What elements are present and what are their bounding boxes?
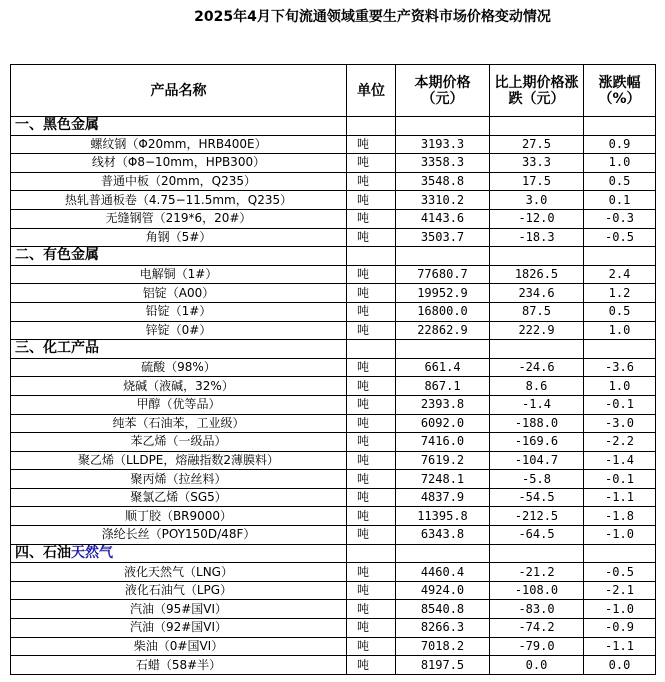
section-row (11, 247, 656, 266)
product-name-cell: 聚丙烯（拉丝料） (11, 470, 347, 489)
price-cell: 7416.0 (396, 433, 490, 452)
price-cell: 19952.9 (396, 284, 490, 303)
empty-cell (584, 544, 656, 563)
empty-cell (396, 247, 490, 266)
table-row (11, 395, 656, 414)
unit-cell: 吨 (347, 451, 396, 470)
pct-cell: -0.5 (584, 563, 656, 582)
header-unit: 单位 (347, 65, 396, 117)
price-cell: 867.1 (396, 377, 490, 396)
unit-cell: 吨 (347, 619, 396, 638)
price-cell: 8197.5 (396, 656, 490, 675)
product-name-cell: 角钢（5#） (11, 228, 347, 247)
empty-cell (584, 117, 656, 136)
pct-cell: 0.5 (584, 172, 656, 191)
section-title: 三、化工产品 (11, 340, 347, 359)
pct-cell: 1.0 (584, 321, 656, 340)
unit-cell: 吨 (347, 581, 396, 600)
product-name-cell: 普通中板（20mm，Q235） (11, 172, 347, 191)
pct-cell: -1.8 (584, 507, 656, 526)
unit-cell: 吨 (347, 377, 396, 396)
price-cell: 3310.2 (396, 191, 490, 210)
change-cell: -169.6 (490, 433, 584, 452)
table-row (11, 488, 656, 507)
price-cell: 4460.4 (396, 563, 490, 582)
change-cell: -104.7 (490, 451, 584, 470)
change-cell: 0.0 (490, 656, 584, 675)
section-row (11, 340, 656, 359)
pct-cell: 1.0 (584, 154, 656, 173)
section-row (11, 544, 656, 563)
table-row (11, 451, 656, 470)
table-row (11, 414, 656, 433)
table-row (11, 619, 656, 638)
unit-cell: 吨 (347, 395, 396, 414)
table-row (11, 470, 656, 489)
header-product-name: 产品名称 (11, 65, 347, 117)
section-title-part: 四、石油 (15, 544, 71, 561)
empty-cell (490, 247, 584, 266)
page-title: 2025年4月下旬流通领域重要生产资料市场价格变动情况 (194, 9, 551, 25)
unit-cell: 吨 (347, 135, 396, 154)
table-row (11, 507, 656, 526)
pct-cell: 0.5 (584, 302, 656, 321)
table-row (11, 581, 656, 600)
price-cell: 4143.6 (396, 209, 490, 228)
price-cell: 6343.8 (396, 526, 490, 545)
empty-cell (490, 544, 584, 563)
price-cell: 3548.8 (396, 172, 490, 191)
change-cell: 33.3 (490, 154, 584, 173)
unit-cell: 吨 (347, 563, 396, 582)
empty-cell (347, 340, 396, 359)
unit-cell: 吨 (347, 265, 396, 284)
change-cell: -1.4 (490, 395, 584, 414)
price-cell: 3503.7 (396, 228, 490, 247)
price-cell: 8540.8 (396, 600, 490, 619)
change-cell: -54.5 (490, 488, 584, 507)
unit-cell: 吨 (347, 507, 396, 526)
change-cell: -21.2 (490, 563, 584, 582)
empty-cell (490, 340, 584, 359)
table-row (11, 302, 656, 321)
table-row (11, 433, 656, 452)
change-cell: -212.5 (490, 507, 584, 526)
table-row (11, 321, 656, 340)
unit-cell: 吨 (347, 209, 396, 228)
pct-cell: -2.1 (584, 581, 656, 600)
unit-cell: 吨 (347, 526, 396, 545)
price-table (10, 64, 656, 675)
product-name-cell: 聚乙烯（LLDPE，熔融指数2薄膜料） (11, 451, 347, 470)
unit-cell: 吨 (347, 433, 396, 452)
price-cell: 2393.8 (396, 395, 490, 414)
pct-cell: -1.0 (584, 600, 656, 619)
change-cell: 8.6 (490, 377, 584, 396)
price-cell: 661.4 (396, 358, 490, 377)
table-row (11, 656, 656, 675)
change-cell: 222.9 (490, 321, 584, 340)
table-row (11, 526, 656, 545)
unit-cell: 吨 (347, 284, 396, 303)
unit-cell: 吨 (347, 470, 396, 489)
empty-cell (584, 247, 656, 266)
product-name-cell: 聚氯乙烯（SG5） (11, 488, 347, 507)
product-name-cell: 顺丁胶（BR9000） (11, 507, 347, 526)
price-cell: 7248.1 (396, 470, 490, 489)
table-row (11, 191, 656, 210)
unit-cell: 吨 (347, 228, 396, 247)
table-row (11, 377, 656, 396)
pct-cell: 1.2 (584, 284, 656, 303)
unit-cell: 吨 (347, 488, 396, 507)
product-name-cell: 汽油（95#国VI） (11, 600, 347, 619)
pct-cell: -3.0 (584, 414, 656, 433)
change-cell: 27.5 (490, 135, 584, 154)
pct-cell: -1.4 (584, 451, 656, 470)
unit-cell: 吨 (347, 414, 396, 433)
table-row (11, 600, 656, 619)
pct-cell: 2.4 (584, 265, 656, 284)
product-name-cell: 硫酸（98%） (11, 358, 347, 377)
price-cell: 77680.7 (396, 265, 490, 284)
price-cell: 7619.2 (396, 451, 490, 470)
change-cell: -74.2 (490, 619, 584, 638)
pct-cell: -1.1 (584, 488, 656, 507)
product-name-cell: 烧碱（液碱，32%） (11, 377, 347, 396)
unit-cell: 吨 (347, 656, 396, 675)
table-row (11, 135, 656, 154)
table-row (11, 637, 656, 656)
change-cell: 1826.5 (490, 265, 584, 284)
product-name-cell: 热轧普通板卷（4.75−11.5mm，Q235） (11, 191, 347, 210)
empty-cell (396, 544, 490, 563)
pct-cell: -0.9 (584, 619, 656, 638)
pct-cell: -0.1 (584, 395, 656, 414)
table-row (11, 284, 656, 303)
change-cell: -79.0 (490, 637, 584, 656)
product-name-cell: 纯苯（石油苯，工业级） (11, 414, 347, 433)
unit-cell: 吨 (347, 358, 396, 377)
price-cell: 3193.3 (396, 135, 490, 154)
product-name-cell: 涤纶长丝（POY150D/48F） (11, 526, 347, 545)
price-cell: 4837.9 (396, 488, 490, 507)
section-title (11, 544, 347, 563)
product-name-cell: 电解铜（1#） (11, 265, 347, 284)
header-pct: 涨跌幅（%） (584, 65, 656, 117)
table-row (11, 358, 656, 377)
pct-cell: 0.9 (584, 135, 656, 154)
empty-cell (347, 544, 396, 563)
pct-cell: -1.0 (584, 526, 656, 545)
table-row (11, 563, 656, 582)
table-row (11, 209, 656, 228)
unit-cell: 吨 (347, 600, 396, 619)
empty-cell (347, 117, 396, 136)
change-cell: 3.0 (490, 191, 584, 210)
pct-cell: 1.0 (584, 377, 656, 396)
section-title: 二、有色金属 (11, 247, 347, 266)
change-cell: -64.5 (490, 526, 584, 545)
header-row (11, 65, 656, 117)
section-title-link[interactable]: 天然气 (71, 544, 113, 561)
section-row (11, 117, 656, 136)
product-name-cell: 液化石油气（LPG） (11, 581, 347, 600)
empty-cell (584, 340, 656, 359)
product-name-cell: 汽油（92#国VI） (11, 619, 347, 638)
change-cell: 87.5 (490, 302, 584, 321)
pct-cell: -2.2 (584, 433, 656, 452)
unit-cell: 吨 (347, 302, 396, 321)
product-name-cell: 柴油（0#国VI） (11, 637, 347, 656)
price-cell: 4924.0 (396, 581, 490, 600)
change-cell: -108.0 (490, 581, 584, 600)
change-cell: 17.5 (490, 172, 584, 191)
empty-cell (396, 117, 490, 136)
pct-cell: -0.3 (584, 209, 656, 228)
unit-cell: 吨 (347, 154, 396, 173)
table-row (11, 265, 656, 284)
price-cell: 22862.9 (396, 321, 490, 340)
price-cell: 7018.2 (396, 637, 490, 656)
product-name-cell: 甲醇（优等品） (11, 395, 347, 414)
section-title: 一、黑色金属 (11, 117, 347, 136)
table-row (11, 172, 656, 191)
product-name-cell: 螺纹钢（Φ20mm，HRB400E） (11, 135, 347, 154)
price-cell: 8266.3 (396, 619, 490, 638)
price-cell: 16800.0 (396, 302, 490, 321)
table-row (11, 154, 656, 173)
unit-cell: 吨 (347, 191, 396, 210)
price-cell: 6092.0 (396, 414, 490, 433)
unit-cell: 吨 (347, 637, 396, 656)
price-cell: 3358.3 (396, 154, 490, 173)
header-change: 比上期价格涨跌（元） (490, 65, 584, 117)
price-cell: 11395.8 (396, 507, 490, 526)
pct-cell: 0.1 (584, 191, 656, 210)
header-price: 本期价格（元） (396, 65, 490, 117)
pct-cell: -1.1 (584, 637, 656, 656)
product-name-cell: 线材（Φ8−10mm，HPB300） (11, 154, 347, 173)
pct-cell: -0.5 (584, 228, 656, 247)
empty-cell (396, 340, 490, 359)
unit-cell: 吨 (347, 172, 396, 191)
change-cell: -188.0 (490, 414, 584, 433)
change-cell: -18.3 (490, 228, 584, 247)
change-cell: 234.6 (490, 284, 584, 303)
pct-cell: -3.6 (584, 358, 656, 377)
product-name-cell: 石蜡（58#半） (11, 656, 347, 675)
pct-cell: -0.1 (584, 470, 656, 489)
change-cell: -24.6 (490, 358, 584, 377)
product-name-cell: 铝锭（A00） (11, 284, 347, 303)
pct-cell: 0.0 (584, 656, 656, 675)
product-name-cell: 液化天然气（LNG） (11, 563, 347, 582)
change-cell: -5.8 (490, 470, 584, 489)
product-name-cell: 锌锭（0#） (11, 321, 347, 340)
table-row (11, 228, 656, 247)
empty-cell (490, 117, 584, 136)
product-name-cell: 铅锭（1#） (11, 302, 347, 321)
change-cell: -12.0 (490, 209, 584, 228)
product-name-cell: 苯乙烯（一级品） (11, 433, 347, 452)
empty-cell (347, 247, 396, 266)
product-name-cell: 无缝钢管（219*6，20#） (11, 209, 347, 228)
change-cell: -83.0 (490, 600, 584, 619)
unit-cell: 吨 (347, 321, 396, 340)
